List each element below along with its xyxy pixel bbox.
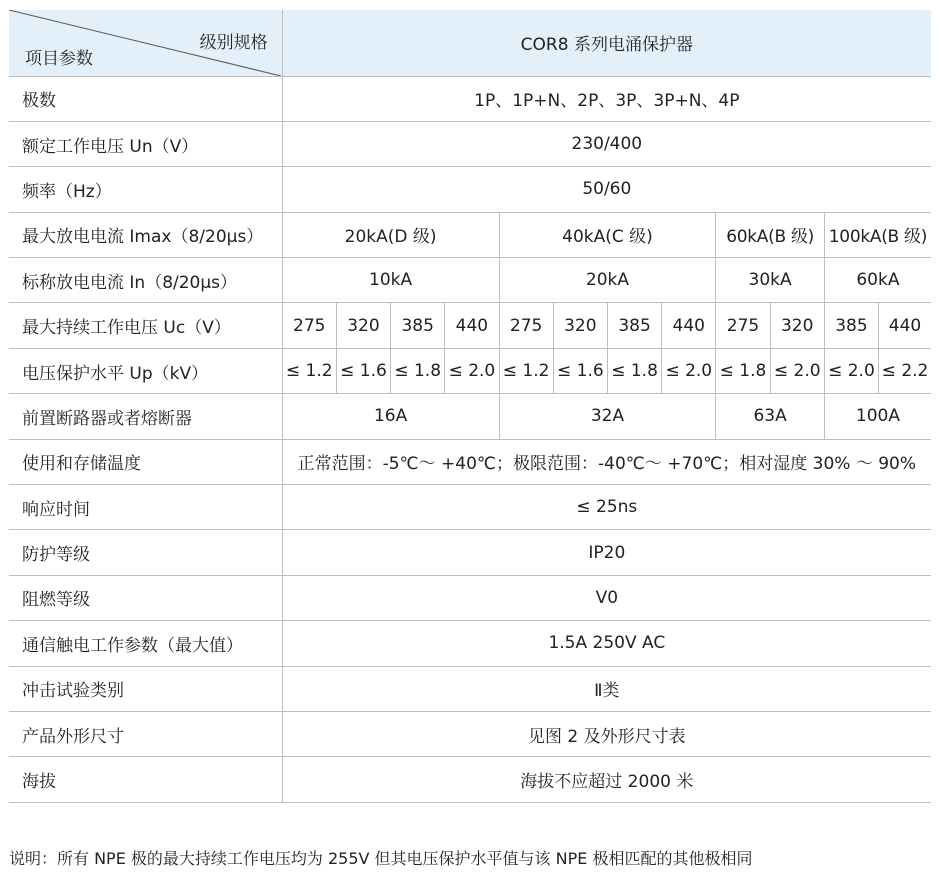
imax-cell: 100kA(B 级) (824, 212, 931, 257)
uc-cell: 320 (553, 303, 607, 348)
uc-cell: 440 (445, 303, 499, 348)
breaker-cell: 16A (282, 394, 499, 439)
row-up (9, 348, 931, 393)
header-corner-param: 项目参数 (25, 48, 93, 69)
row-value: IP20 (282, 530, 931, 575)
header-corner-spec: 级别规格 (199, 33, 268, 53)
up-cell: ≤ 1.6 (553, 348, 607, 393)
imax-cell: 20kA(D 级) (282, 212, 499, 257)
row-dimensions (9, 711, 931, 756)
row-label: 产品外形尺寸 (9, 711, 282, 756)
row-label: 前置断路器或者熔断器 (9, 394, 282, 439)
in-cell: 60kA (824, 258, 931, 303)
imax-cell: 60kA(B 级) (716, 212, 824, 257)
row-label: 防护等级 (9, 530, 282, 575)
uc-cell: 275 (499, 303, 553, 348)
row-value: 正常范围：-5℃～ +40℃；极限范围：-40℃～ +70℃；相对湿度 30% ～ 90% (282, 439, 931, 484)
row-value: 见图 2 及外形尺寸表 (282, 711, 931, 756)
row-in (9, 258, 931, 303)
up-cell: ≤ 2.0 (770, 348, 824, 393)
row-impulse (9, 666, 931, 711)
row-label: 响应时间 (9, 485, 282, 530)
row-value: 1P、1P+N、2P、3P、3P+N、4P (282, 76, 931, 121)
row-label: 最大放电电流 Imax（8/20μs） (9, 212, 282, 257)
up-cell: ≤ 1.8 (607, 348, 661, 393)
breaker-cell: 100A (824, 394, 931, 439)
imax-cell: 40kA(C 级) (499, 212, 716, 257)
row-label: 标称放电电流 In（8/20μs） (9, 258, 282, 303)
row-contact (9, 621, 931, 666)
row-label: 阻燃等级 (9, 575, 282, 620)
header-corner-cell (9, 10, 282, 76)
footnote: 说明：所有 NPE 极的最大持续工作电压均为 255V 但其电压保护水平值与该 NPE 极相匹配的其他极相同 (9, 849, 753, 868)
uc-cell: 440 (879, 303, 931, 348)
breaker-cell: 63A (716, 394, 824, 439)
breaker-cell: 32A (499, 394, 716, 439)
row-breaker (9, 394, 931, 439)
row-value: 230/400 (282, 121, 931, 166)
up-cell: ≤ 1.6 (336, 348, 390, 393)
row-frequency (9, 167, 931, 212)
row-value: 海拔不应超过 2000 米 (282, 757, 931, 802)
row-flame (9, 575, 931, 620)
up-cell: ≤ 2.0 (662, 348, 716, 393)
row-temperature (9, 439, 931, 484)
spec-table (9, 10, 931, 803)
row-value: V0 (282, 575, 931, 620)
row-label: 额定工作电压 Un（V） (9, 121, 282, 166)
row-imax (9, 212, 931, 257)
uc-cell: 320 (336, 303, 390, 348)
row-label: 最大持续工作电压 Uc（V） (9, 303, 282, 348)
row-label: 电压保护水平 Up（kV） (9, 348, 282, 393)
uc-cell: 275 (282, 303, 336, 348)
row-uc (9, 303, 931, 348)
row-altitude (9, 757, 931, 802)
in-cell: 30kA (716, 258, 824, 303)
up-cell: ≤ 1.8 (391, 348, 445, 393)
uc-cell: 385 (824, 303, 878, 348)
up-cell: ≤ 1.2 (499, 348, 553, 393)
row-label: 频率（Hz） (9, 167, 282, 212)
row-label: 冲击试验类别 (9, 666, 282, 711)
row-label: 使用和存储温度 (9, 439, 282, 484)
row-value: 50/60 (282, 167, 931, 212)
up-cell: ≤ 2.2 (879, 348, 931, 393)
up-cell: ≤ 2.0 (824, 348, 878, 393)
in-cell: 20kA (499, 258, 716, 303)
row-label: 海拔 (9, 757, 282, 802)
uc-cell: 275 (716, 303, 770, 348)
up-cell: ≤ 1.8 (716, 348, 770, 393)
row-value: Ⅱ类 (282, 666, 931, 711)
uc-cell: 385 (391, 303, 445, 348)
row-response (9, 485, 931, 530)
row-protection (9, 530, 931, 575)
header-row (9, 10, 931, 76)
row-rated-voltage (9, 121, 931, 166)
row-value: 1.5A 250V AC (282, 621, 931, 666)
row-value: ≤ 25ns (282, 485, 931, 530)
uc-cell: 320 (770, 303, 824, 348)
uc-cell: 440 (662, 303, 716, 348)
in-cell: 10kA (282, 258, 499, 303)
uc-cell: 385 (607, 303, 661, 348)
row-label: 通信触电工作参数（最大值） (9, 621, 282, 666)
row-label: 极数 (9, 76, 282, 121)
row-poles (9, 76, 931, 121)
up-cell: ≤ 2.0 (445, 348, 499, 393)
up-cell: ≤ 1.2 (282, 348, 336, 393)
header-product: COR8 系列电涌保护器 (282, 10, 931, 76)
